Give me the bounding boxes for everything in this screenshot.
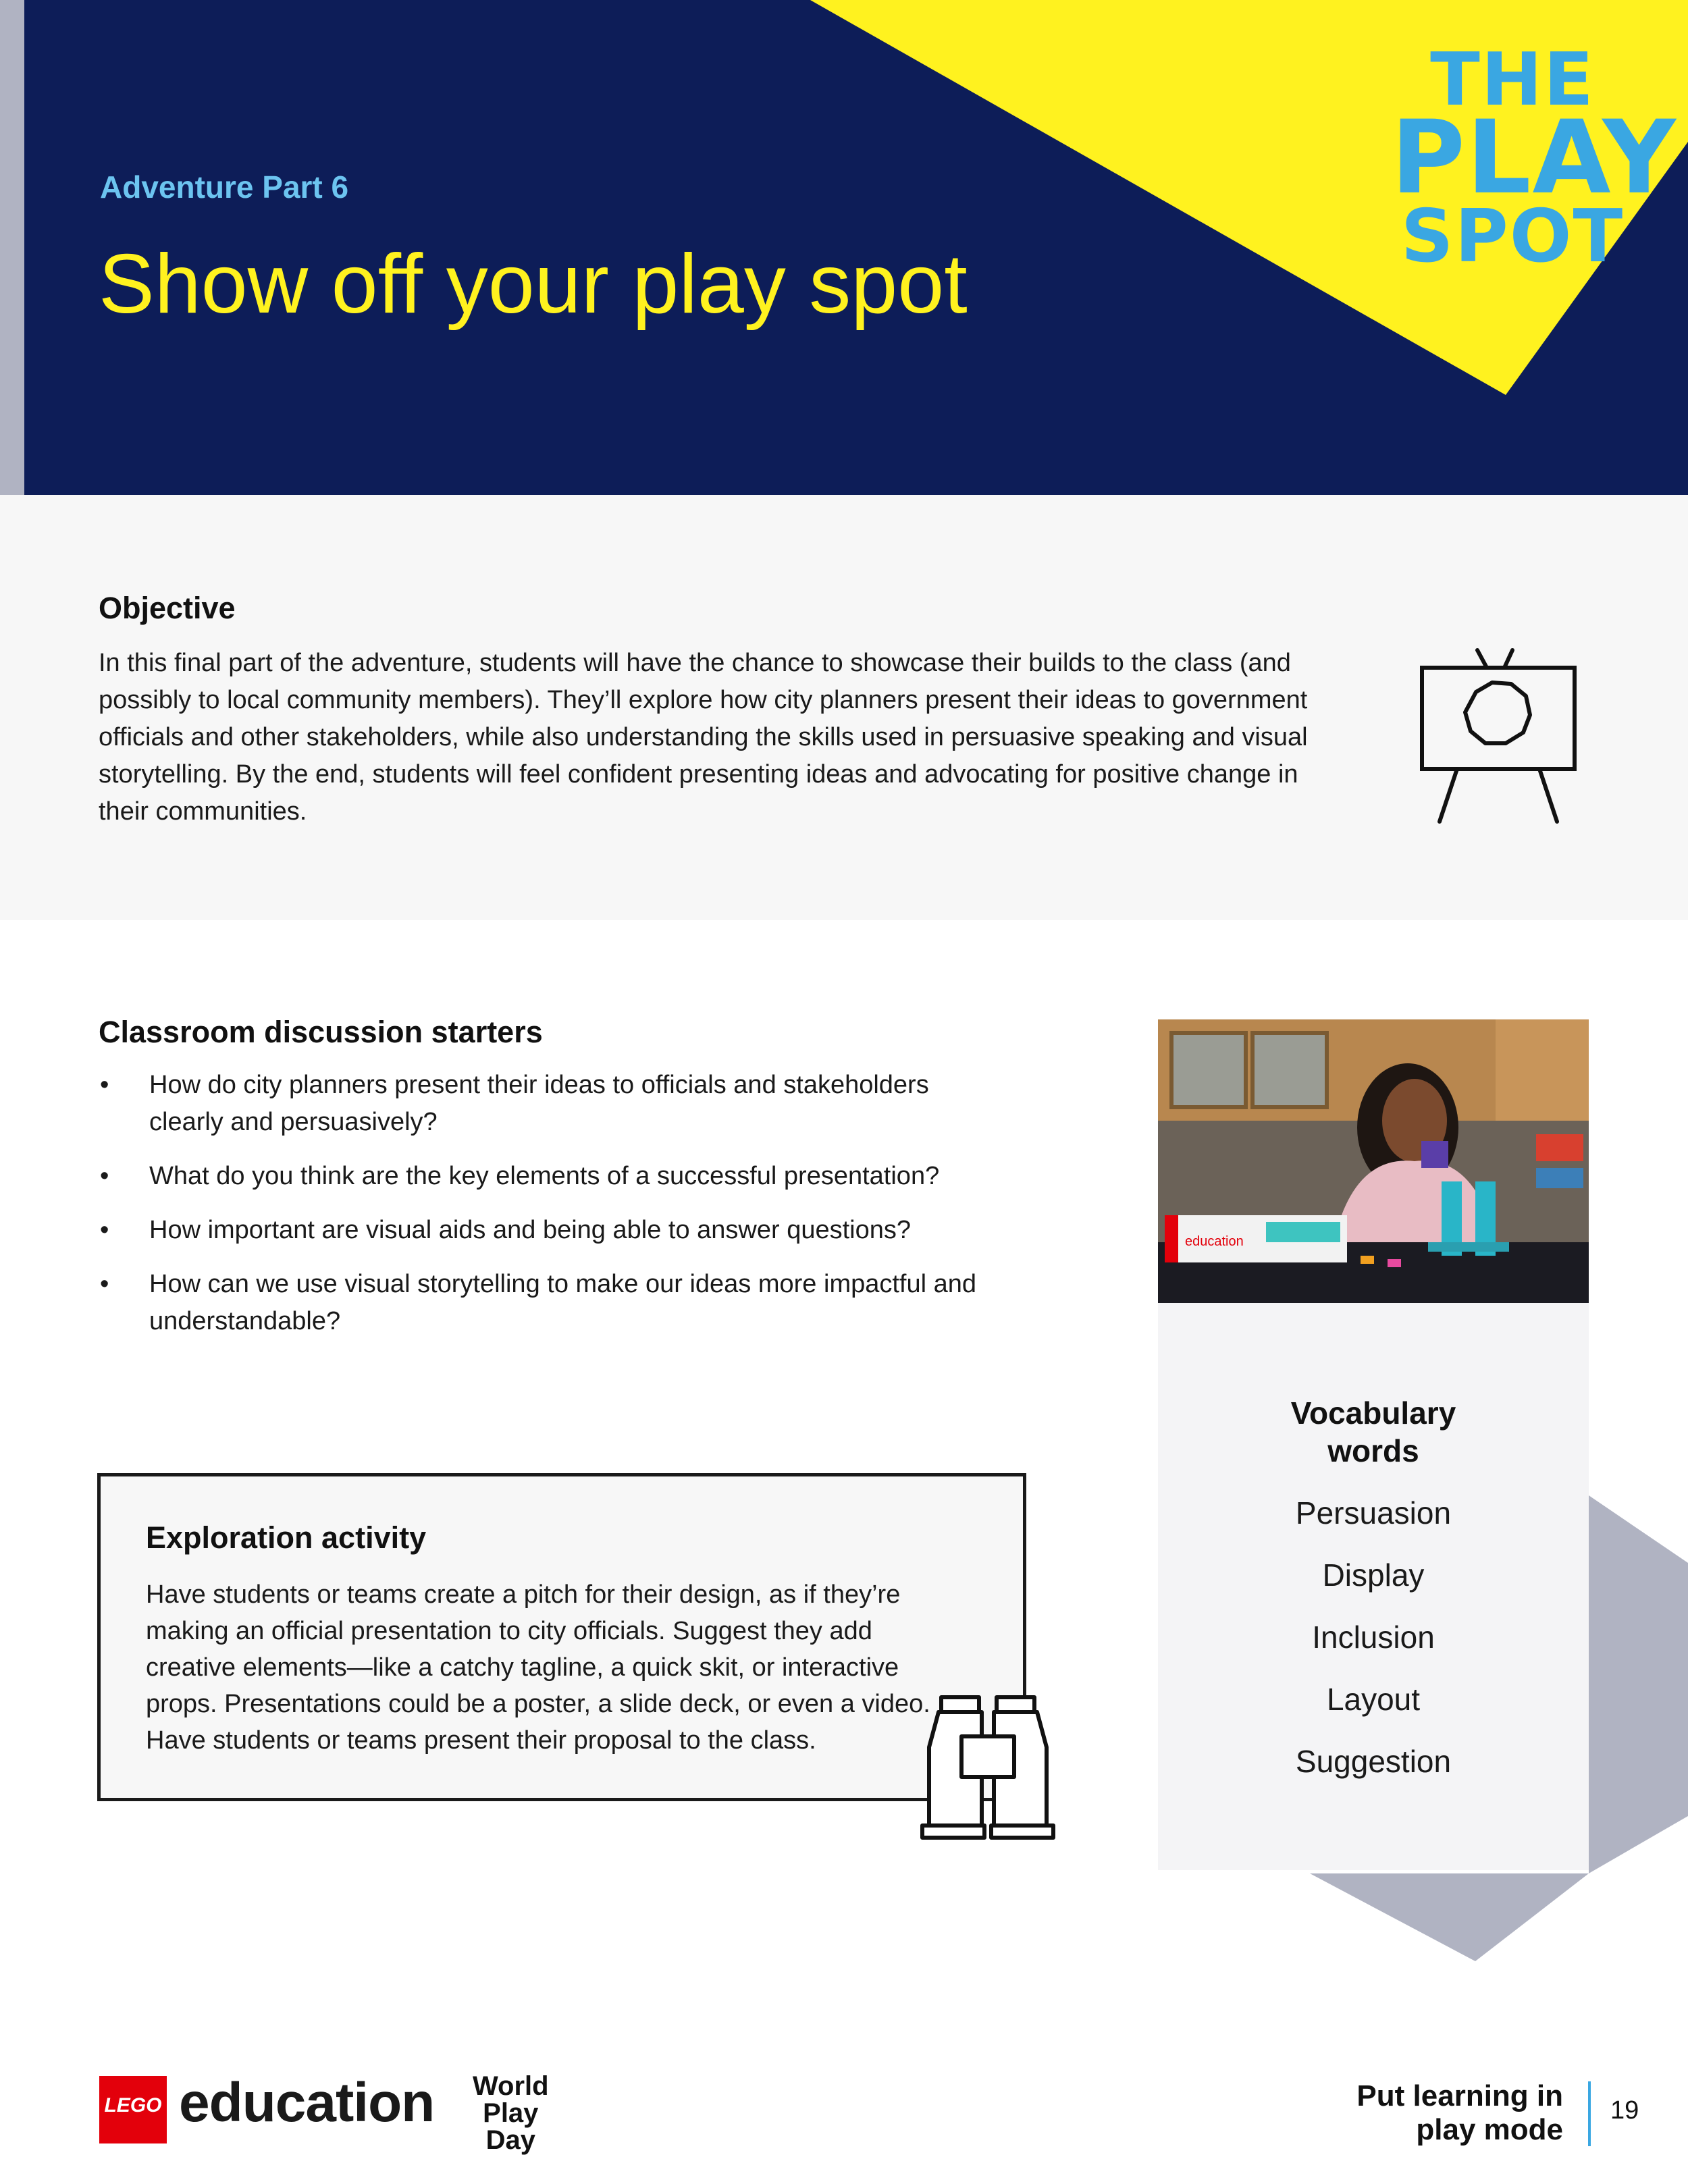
tagline-line-2: play mode — [1416, 2113, 1563, 2146]
vocabulary-word: Persuasion — [1295, 1495, 1452, 1530]
bullet: • — [100, 1162, 109, 1190]
vocabulary-word: Suggestion — [1295, 1744, 1452, 1779]
play-spot-logo — [1391, 38, 1677, 279]
logo-line-3: SPOT — [1400, 194, 1625, 279]
photo-box-label: education — [1185, 1234, 1244, 1249]
list-item-text: What do you think are the key elements of a successful presentation? — [149, 1162, 940, 1190]
photo-illustration — [1158, 1019, 1589, 1303]
bullet: • — [100, 1071, 109, 1099]
list-item — [99, 1266, 997, 1340]
list-item-text: How can we use visual storytelling to make our ideas more impactful and understandable? — [149, 1270, 977, 1335]
exploration-heading: Exploration activity — [146, 1520, 427, 1555]
easel-presentation-icon — [1411, 645, 1587, 830]
vocabulary-list — [1158, 1489, 1589, 1799]
page-title: Show off your play spot — [99, 238, 968, 331]
left-accent-strip — [0, 0, 24, 495]
vocabulary-word: Display — [1322, 1557, 1425, 1593]
vocabulary-heading — [1158, 1394, 1589, 1470]
education-logo: education — [179, 2072, 435, 2133]
vocabulary-heading-line-1: Vocabulary — [1290, 1395, 1456, 1431]
vocabulary-word: Inclusion — [1312, 1620, 1435, 1655]
vocabulary-word: Layout — [1326, 1682, 1421, 1717]
wpd-line-1: World — [473, 2071, 549, 2101]
bullet: • — [100, 1270, 109, 1298]
bullet: • — [100, 1216, 109, 1244]
logo-line-1: THE — [1430, 38, 1595, 122]
student-building-photo — [1158, 1019, 1589, 1303]
objective-heading: Objective — [99, 591, 236, 625]
objective-text: In this final part of the adventure, students will have the chance to showcase their builds to the class (and possibly to local community members). They’ll explore how city planners present their ideas to government officials and other stakeholders, while also understanding the skills used in persuasive speaking and visual storytelling. By the end, students will feel confident presenting ideas and advocating for positive change in their communities. — [99, 649, 1308, 826]
list-item-text: How important are visual aids and being able to answer questions? — [149, 1216, 911, 1244]
exploration-text: Have students or teams create a pitch for their design, as if they’re making an official presentation to city officials. Suggest they add creative elements—like a catchy tagline, a quick skit, or interactive props. Presentations could be a poster, a slide deck, or even a video. Have students or teams present their proposal to the class. — [146, 1580, 930, 1755]
page-number: 19 — [1610, 2096, 1639, 2125]
wpd-line-2: Play — [483, 2098, 539, 2128]
list-item — [99, 1158, 997, 1195]
binoculars-icon — [917, 1693, 1065, 1842]
footer-divider — [1588, 2081, 1591, 2146]
list-item — [99, 1067, 997, 1141]
footer-tagline — [1249, 2079, 1563, 2147]
world-play-day-logo — [473, 2073, 549, 2154]
discussion-list — [99, 1067, 997, 1357]
lego-logo-text: LEGO — [104, 2094, 162, 2116]
list-item-text: How do city planners present their ideas to officials and stakeholders clearly and persuasively? — [149, 1071, 929, 1136]
discussion-heading: Classroom discussion starters — [99, 1015, 543, 1049]
tagline-line-1: Put learning in — [1356, 2079, 1563, 2112]
list-item — [99, 1212, 997, 1249]
logo-line-2: PLAY — [1391, 99, 1677, 217]
vocabulary-heading-line-2: words — [1327, 1433, 1419, 1468]
wpd-line-3: Day — [485, 2125, 535, 2155]
adventure-part-label: Adventure Part 6 — [100, 169, 349, 205]
